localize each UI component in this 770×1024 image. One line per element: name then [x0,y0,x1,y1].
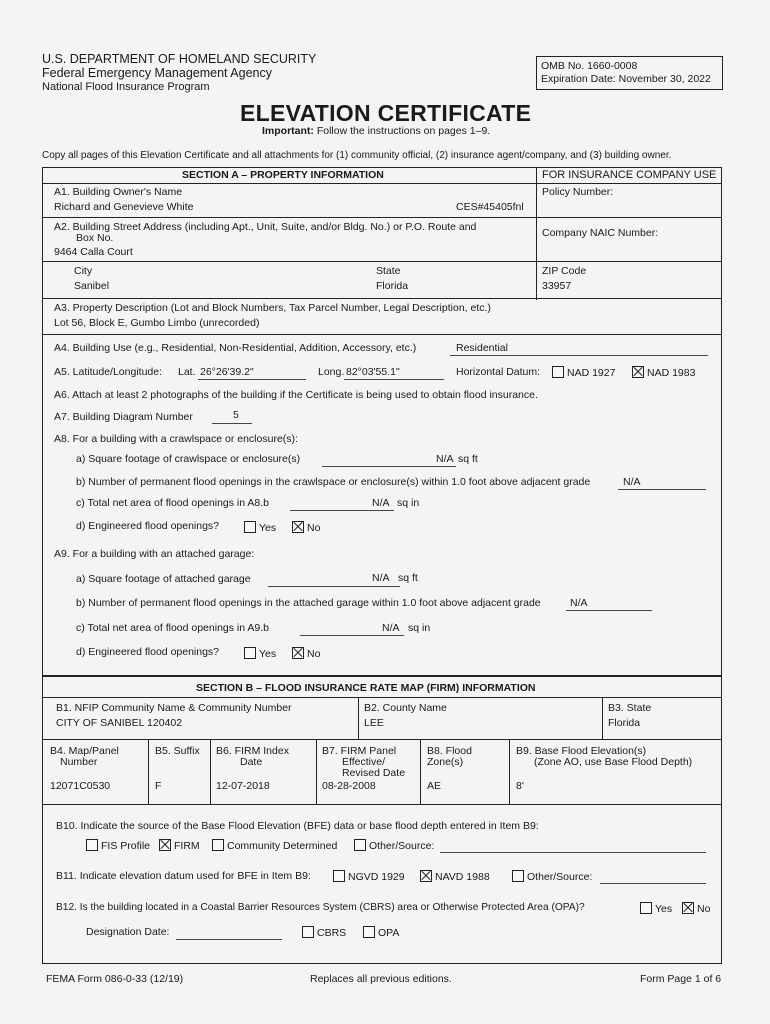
fis-profile-checkbox[interactable] [86,839,98,851]
a9-label: A9. For a building with an attached garage: [54,548,255,560]
naic-label: Company NAIC Number: [542,227,659,239]
a9d-label: d) Engineered flood openings? [76,646,220,658]
a8d-label: d) Engineered flood openings? [76,520,220,532]
a9d-no-option[interactable] [292,647,320,660]
state-value: Florida [376,280,409,292]
b2-county: LEE [364,717,384,729]
nad1927-checkbox[interactable] [552,366,564,378]
city-label: City [74,265,93,277]
nad1927-label: NAD 1927 [567,367,616,379]
a9d-no-checkbox[interactable] [292,647,304,659]
b12-label: B12. Is the building located in a Coastal Barrier Resources System (CBRS) area or Otherwise Protected Area (OPA)? [56,902,585,913]
a8d-yes-option[interactable] [244,521,276,534]
latitude-value: 26°26'39.2" [200,366,254,378]
b3-label: B3. State [608,702,652,714]
important-text: Follow the instructions on pages 1–9. [316,125,491,137]
state-label: State [376,265,401,277]
b2-label: B2. County Name [364,702,447,714]
opa-option[interactable] [363,926,399,939]
horizontal-datum-label: Horizontal Datum: [456,366,541,378]
navd-label: NAVD 1988 [435,871,490,883]
b5-label: B5. Suffix [155,745,200,757]
a9c-value: N/A [382,622,400,634]
a2-label: A2. Building Street Address (including Apt., Unit, Suite, and/or Bldg. No.) or P.O. Route and [54,221,477,233]
a2-street-address: 9464 Calla Court [54,246,133,258]
b5-suffix: F [155,780,162,792]
a8d-no-checkbox[interactable] [292,521,304,533]
b3-state: Florida [608,717,641,729]
b9-label: B9. Base Flood Elevation(s) [516,745,647,757]
a7-label: A7. Building Diagram Number [54,411,193,423]
other-source-option[interactable] [354,839,434,852]
b1-label: B1. NFIP Community Name & Community Number [56,702,292,714]
navd-checkbox[interactable] [420,870,432,882]
a9c-unit: sq in [408,622,431,634]
nad1983-checkbox[interactable] [632,366,644,378]
b8-label-cont: Zone(s) [427,756,464,768]
a9a-label: a) Square footage of attached garage [76,573,251,585]
a8d-yes-checkbox[interactable] [244,521,256,533]
b12-no-label: No [697,903,711,915]
zip-label: ZIP Code [542,265,587,277]
fis-profile-label: FIS Profile [101,840,151,852]
cbrs-checkbox[interactable] [302,926,314,938]
a2-label-cont: Box No. [76,232,114,244]
sub-agency-name: Federal Emergency Management Agency [42,66,272,80]
a8d-yes-label: Yes [259,522,277,534]
longitude-value: 82°03'55.1" [346,366,400,378]
designation-date-label: Designation Date: [86,926,170,938]
b9-base-flood-elevation: 8' [516,780,524,792]
a9a-value: N/A [372,572,390,584]
a9a-unit: sq ft [398,572,418,584]
insurance-use-header: FOR INSURANCE COMPANY USE [542,169,717,181]
b8-flood-zone: AE [427,780,442,792]
ngvd-checkbox[interactable] [333,870,345,882]
community-determined-label: Community Determined [227,840,338,852]
other-source-checkbox[interactable] [354,839,366,851]
designation-date-field[interactable] [176,939,282,940]
other-source2-label: Other/Source: [527,871,593,883]
b10-label: B10. Indicate the source of the Base Flood Elevation (BFE) data or base flood depth entered in Item B9: [56,820,539,832]
cbrs-option[interactable] [302,926,346,939]
important-label: Important: [262,125,314,137]
b12-yes-checkbox[interactable] [640,902,652,914]
a1-reference: CES#45405fnl [456,201,524,213]
b12-yes-label: Yes [655,903,673,915]
a3-property-description: Lot 56, Block E, Gumbo Limbo (unrecorded) [54,317,260,329]
a8c-unit: sq in [397,497,420,509]
b12-yes-option[interactable] [640,902,672,915]
opa-label: OPA [378,927,400,939]
a5-label: A5. Latitude/Longitude: [54,366,163,378]
firm-option[interactable] [159,839,200,852]
b6-label-cont: Date [240,756,263,768]
a4-building-use: Residential [456,342,508,354]
b7-label: B7. FIRM Panel [322,745,397,757]
b7-label-cont2: Revised Date [342,767,406,779]
a9d-yes-checkbox[interactable] [244,647,256,659]
long-label: Long. [318,366,345,378]
expiration-date: Expiration Date: November 30, 2022 [541,73,711,85]
ngvd-option[interactable] [333,870,405,883]
a8b-label: b) Number of permanent flood openings in the crawlspace or enclosure(s) within 1.0 foot above adjacent grade [76,476,591,488]
omb-number: OMB No. 1660-0008 [541,60,638,72]
a9d-yes-label: Yes [259,648,277,660]
nad1983-option[interactable] [632,366,695,379]
b4-map-panel-number: 12071C0530 [50,780,111,792]
a8-label: A8. For a building with a crawlspace or enclosure(s): [54,433,298,445]
a8a-label: a) Square footage of crawlspace or enclosure(s) [76,453,301,465]
a7-diagram-number: 5 [233,409,239,421]
section-b-header: SECTION B – FLOOD INSURANCE RATE MAP (FIRM) INFORMATION [196,682,536,694]
a8d-no-label: No [307,522,321,534]
other-source2-checkbox[interactable] [512,870,524,882]
a1-owner-name: Richard and Genevieve White [54,201,194,213]
a8a-value: N/A [436,453,454,465]
b7-label-cont: Effective/ [342,756,385,768]
a6-label: A6. Attach at least 2 photographs of the building if the Certificate is being used to obtain flood insurance. [54,389,538,401]
b8-label: B8. Flood [427,745,472,757]
b6-label: B6. FIRM Index [216,745,289,757]
ngvd-label: NGVD 1929 [348,871,405,883]
form-number: FEMA Form 086-0-33 (12/19) [46,973,184,985]
city-value: Sanibel [74,280,110,292]
other-source2-field[interactable] [600,883,706,884]
b9-label-cont: (Zone AO, use Base Flood Depth) [534,756,693,768]
lat-label: Lat. [178,366,196,378]
cbrs-label: CBRS [317,927,347,939]
agency-name: U.S. DEPARTMENT OF HOMELAND SECURITY [42,52,317,66]
a9d-no-label: No [307,648,321,660]
other-source-label: Other/Source: [369,840,435,852]
a3-label: A3. Property Description (Lot and Block Numbers, Tax Parcel Number, Legal Description, etc.) [54,302,491,314]
fis-profile-option[interactable] [86,839,150,852]
opa-checkbox[interactable] [363,926,375,938]
a8b-value: N/A [623,476,641,488]
replaces-note: Replaces all previous editions. [310,973,452,985]
zip-value: 33957 [542,280,572,292]
b11-label: B11. Indicate elevation datum used for BFE in Item B9: [56,870,311,882]
a8c-label: c) Total net area of flood openings in A8.b [76,497,270,509]
policy-number-label: Policy Number: [542,186,614,198]
community-determined-checkbox[interactable] [212,839,224,851]
page-title: ELEVATION CERTIFICATE [240,100,532,126]
a9b-label: b) Number of permanent flood openings in the attached garage within 1.0 foot above adjacent grade [76,597,541,609]
a1-label: A1. Building Owner's Name [54,186,183,198]
copy-notice: Copy all pages of this Elevation Certificate and all attachments for (1) community official, (2) insurance agent/company, and (3) building owner. [42,150,672,161]
a9d-yes-option[interactable] [244,647,276,660]
a8d-no-option[interactable] [292,521,320,534]
other-source2-option[interactable] [512,870,592,883]
b6-firm-index-date: 12-07-2018 [216,780,270,792]
program-name: National Flood Insurance Program [42,81,210,93]
section-a-header: SECTION A – PROPERTY INFORMATION [182,169,384,181]
a9b-value: N/A [570,597,588,609]
a4-label: A4. Building Use (e.g., Residential, Non-Residential, Addition, Accessory, etc.) [54,342,417,354]
important-note [262,125,490,137]
community-determined-option[interactable] [212,839,337,852]
page-number: Form Page 1 of 6 [640,973,722,985]
b4-label: B4. Map/Panel [50,745,119,757]
b12-no-option[interactable] [682,902,710,915]
b12-no-checkbox[interactable] [682,902,694,914]
b1-community: CITY OF SANIBEL 120402 [56,717,183,729]
other-source-field[interactable] [440,852,706,853]
a8a-unit: sq ft [458,453,478,465]
navd-option[interactable] [420,870,490,883]
firm-checkbox[interactable] [159,839,171,851]
a8c-value: N/A [372,497,390,509]
firm-label: FIRM [174,840,200,852]
b7-panel-date: 08-28-2008 [322,780,376,792]
nad1927-option[interactable] [552,366,615,379]
b4-label-cont: Number [60,756,98,768]
a9c-label: c) Total net area of flood openings in A9.b [76,622,270,634]
nad1983-label: NAD 1983 [647,367,696,379]
